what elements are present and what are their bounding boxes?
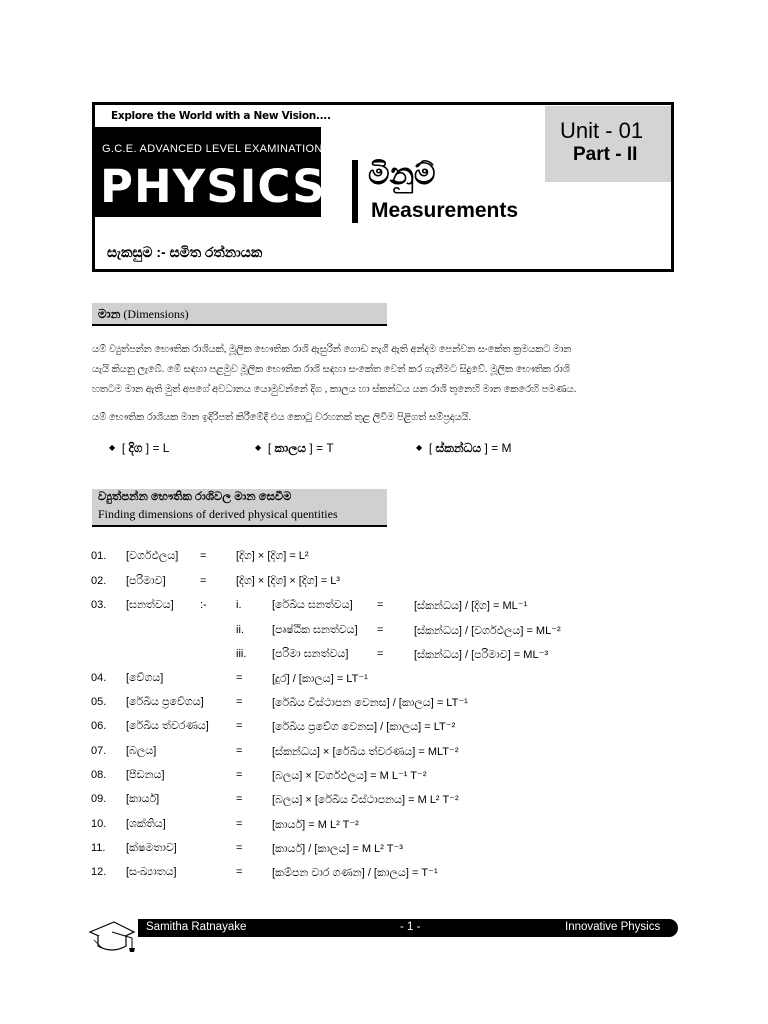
convention-paragraph: යම් භෞතික රාශියක මාන ඉදිරිපත් කිරීමේදී එය කොටු වරහනක් තුළ ලිවීම පිළිගත් සම්ප්‍රදායයි. <box>92 412 472 423</box>
page-number: - 1 - <box>400 921 421 933</box>
table-row: 12. [සංඛ්‍යාතය] = [කම්පන වාර ගණන] / [කාලය] = T⁻¹ <box>91 866 438 879</box>
derived-heading <box>92 489 387 527</box>
derived-heading-en: Finding dimensions of derived physical quentities <box>98 507 338 521</box>
table-row: 11. [ක්ෂමතාව] = [කාර්ය] / [කාලය] = M L² T⁻³ <box>91 842 403 855</box>
table-row: iii. [පරිමා ඝනත්වය] = [ස්කන්ධය] / [පරිමාව] = ML⁻³ <box>236 648 549 661</box>
table-row: 01. [වර්ගඵලය] = [දිග] × [දිග] = L² <box>91 550 309 562</box>
table-row: 03. [ඝනත්වය] :- i. [රේඛීය ඝනත්වය] = [ස්කන්ධය] / [දිග] = ML⁻¹ <box>91 599 528 612</box>
table-row: ii. [පෘෂ්ඨික ඝනත්වය] = [ස්කන්ධය] / [වර්ගඵලය] = ML⁻² <box>236 624 561 637</box>
graduation-cap-icon <box>88 912 136 956</box>
paragraph-line: යම් ව්‍යුත්පන්න භෞතික රාශියක්, මූලික භෞතික රාශි ඇසුරින් ගොඩ නැගී ඇති අන්දම පෙන්වන සංකේත ක්‍රමයකට මාන <box>92 344 572 355</box>
table-row: 07. [බලය] = [ස්කන්ධය] × [රේඛීය ත්වරණය] = MLT⁻² <box>91 745 459 758</box>
paragraph-line: හතටම මාන ඇති මුත් අපගේ අවධානය යොමුවන්නේ දිග , කාලය හා ස්කන්ධය යන රාශි තුනෙහි මාන කෙරෙහි පමණය. <box>92 384 577 395</box>
table-row: 09. [කාර්ය] = [බලය] × [රේඛීය විස්ථාපනය] = M L² T⁻² <box>91 793 459 806</box>
derived-heading-si: ව්‍යුත්පන්න භෞතික රාශිවල මාන සෙවීම <box>98 491 292 503</box>
part-label: Part - II <box>573 144 638 165</box>
dimensions-paragraph <box>92 340 682 400</box>
footer-brand: Innovative Physics <box>565 921 661 933</box>
dimensions-heading <box>92 303 387 326</box>
table-row: 06. [රේඛීය ත්වරණය] = [රේඛීය ප්‍රවේග වෙනස] / [කාලය] = LT⁻² <box>91 720 456 733</box>
table-row: 05. [රේඛීය ප්‍රවේගය] = [රේඛීය විස්ථාපන වෙනස] / [කාලය] = LT⁻¹ <box>91 696 468 709</box>
table-row: 10. [ශක්තිය] = [කාර්ය] = M L² T⁻² <box>91 818 359 831</box>
subject-title: PHYSICS <box>100 160 326 213</box>
title-english: Measurements <box>371 199 519 222</box>
unit-label: Unit - 01 <box>560 118 644 143</box>
author-line: සැකසුම :- සමිත රත්නායක <box>107 244 263 260</box>
exam-label: G.C.E. ADVANCED LEVEL EXAMINATION <box>102 143 323 155</box>
bullet-length: ◆ [ දිග ] = L <box>109 441 170 455</box>
bullet-mass: ◆ [ ස්කන්ධය ] = M <box>416 441 512 455</box>
dimensions-heading-si: මාන <box>98 307 121 321</box>
diamond-bullet-icon: ◆ <box>255 443 262 452</box>
table-row: 02. [පරිමාව] = [දිග] × [දිග] × [දිග] = L³ <box>91 575 340 587</box>
dimensions-heading-en: (Dimensions) <box>123 307 189 321</box>
diamond-bullet-icon: ◆ <box>109 443 116 452</box>
table-row: 04. [වේගය] = [දුර] / [කාලය] = LT⁻¹ <box>91 672 368 685</box>
title-sinhala: මිනුම් <box>368 158 436 191</box>
bullet-time: ◆ [ කාලය ] = T <box>255 441 334 455</box>
title-accent-bar <box>352 160 358 223</box>
footer-author: Samitha Ratnayake <box>146 921 247 933</box>
table-row: 08. [පීඩනය] = [බලය] × [වර්ගඵලය] = M L⁻¹ T⁻² <box>91 769 427 782</box>
tagline: Explore the World with a New Vision.... <box>99 105 394 127</box>
paragraph-line: යැයි කියනු ලැබේ. මේ සඳහා පළමුව මූලික භෞතික රාශි සඳහා සංකේත වෙන් කර ගැනීමට සිදුවේ. මූලික භෞතික රාශි <box>92 364 570 375</box>
diamond-bullet-icon: ◆ <box>416 443 423 452</box>
